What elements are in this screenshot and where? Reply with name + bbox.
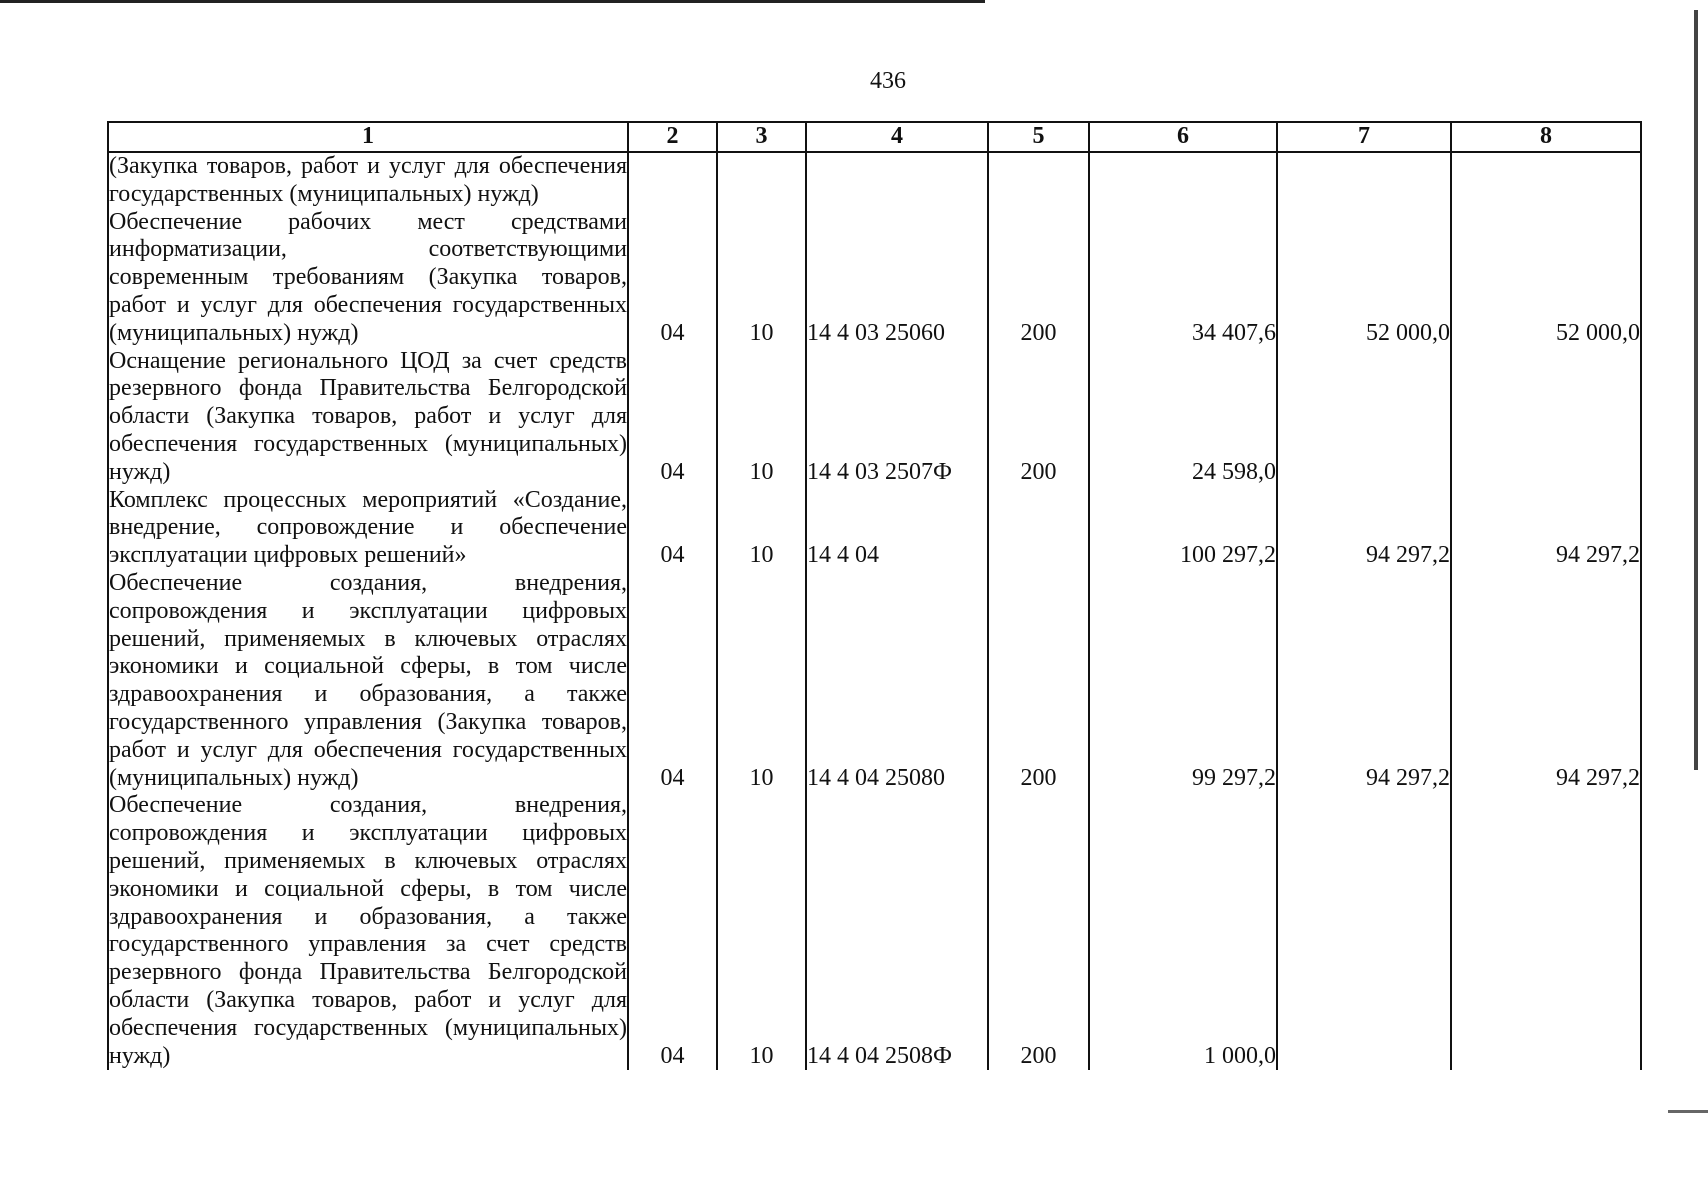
header-row xyxy=(108,122,1641,152)
row-razdel xyxy=(628,152,717,209)
header-col-7: 7 xyxy=(1277,122,1451,152)
page-number: 436 xyxy=(870,68,906,94)
table-row xyxy=(108,487,1641,570)
row-amount-col8 xyxy=(1451,348,1641,487)
header-col-2: 2 xyxy=(628,122,717,152)
row-expense-type xyxy=(988,152,1089,209)
row-expense-type: 200 xyxy=(988,570,1089,792)
header-col-8: 8 xyxy=(1451,122,1641,152)
row-expense-type: 200 xyxy=(988,209,1089,348)
header-col-3: 3 xyxy=(717,122,806,152)
top-scan-rule xyxy=(0,0,985,3)
row-description: Обеспечение создания, внедрения, сопровождения и эксплуатации цифровых решений, применяемых в ключевых отраслях экономики и социальной сферы, в том числе здравоохранения и образования, а также государственного управления (Закупка товаров, работ и услуг для обеспечения государственных (муниципальных) нужд) xyxy=(109,569,627,791)
row-amount-col7 xyxy=(1277,152,1451,209)
row-amount-col6 xyxy=(1089,152,1277,209)
row-amount-col6: 24 598,0 xyxy=(1089,348,1277,487)
row-razdel: 04 xyxy=(628,209,717,348)
row-target-code: 14 4 04 xyxy=(806,487,988,570)
row-description: Комплекс процессных мероприятий «Создание, внедрение, сопровождение и обеспечение эксплуатации цифровых решений» xyxy=(109,486,627,569)
row-target-code xyxy=(806,152,988,209)
row-razdel: 04 xyxy=(628,487,717,570)
row-amount-col8 xyxy=(1451,792,1641,1070)
row-amount-col7: 52 000,0 xyxy=(1277,209,1451,348)
header-col-4: 4 xyxy=(806,122,988,152)
row-amount-col6: 100 297,2 xyxy=(1089,487,1277,570)
row-amount-col7: 94 297,2 xyxy=(1277,487,1451,570)
header-col-1: 1 xyxy=(108,122,628,152)
row-razdel: 04 xyxy=(628,792,717,1070)
row-description: Обеспечение создания, внедрения, сопровождения и эксплуатации цифровых решений, применяемых в ключевых отраслях экономики и социальной сферы, в том числе здравоохранения и образования, а также государственного управления за счет средств резервного фонда Правительства Белгородской области (Закупка товаров, работ и услуг для обеспечения государственных (муниципальных) нужд) xyxy=(109,792,627,1069)
row-amount-col8: 94 297,2 xyxy=(1451,487,1641,570)
row-amount-col6: 1 000,0 xyxy=(1089,792,1277,1070)
row-description: (Закупка товаров, работ и услуг для обеспечения государственных (муниципальных) нужд) xyxy=(109,153,627,207)
table-row xyxy=(108,570,1641,792)
table-row xyxy=(108,348,1641,487)
row-amount-col6: 99 297,2 xyxy=(1089,570,1277,792)
header-col-5: 5 xyxy=(988,122,1089,152)
row-podrazdel: 10 xyxy=(717,348,806,487)
row-expense-type: 200 xyxy=(988,348,1089,487)
header-col-6: 6 xyxy=(1089,122,1277,152)
row-target-code: 14 4 03 25060 xyxy=(806,209,988,348)
row-target-code: 14 4 03 2507Ф xyxy=(806,348,988,487)
row-description: Оснащение регионального ЦОД за счет средств резервного фонда Правительства Белгородской области (Закупка товаров, работ и услуг для обеспечения государственных (муниципальных) нужд) xyxy=(109,347,627,485)
row-expense-type: 200 xyxy=(988,792,1089,1070)
table-row xyxy=(108,152,1641,209)
budget-table xyxy=(107,121,1642,1070)
row-podrazdel: 10 xyxy=(717,209,806,348)
row-amount-col8 xyxy=(1451,152,1641,209)
table-row xyxy=(108,792,1641,1070)
row-razdel: 04 xyxy=(628,570,717,792)
row-target-code: 14 4 04 25080 xyxy=(806,570,988,792)
row-podrazdel: 10 xyxy=(717,792,806,1070)
row-description: Обеспечение рабочих мест средствами информатизации, соответствующими современным требованиям (Закупка товаров, работ и услуг для обеспечения государственных (муниципальных) нужд) xyxy=(109,208,627,346)
row-amount-col7 xyxy=(1277,792,1451,1070)
row-podrazdel: 10 xyxy=(717,487,806,570)
right-scan-edge xyxy=(1694,10,1698,770)
row-amount-col7 xyxy=(1277,348,1451,487)
row-expense-type xyxy=(988,487,1089,570)
row-amount-col8: 94 297,2 xyxy=(1451,570,1641,792)
right-scan-tick xyxy=(1668,1110,1708,1113)
row-amount-col6: 34 407,6 xyxy=(1089,209,1277,348)
row-amount-col7: 94 297,2 xyxy=(1277,570,1451,792)
row-razdel: 04 xyxy=(628,348,717,487)
table-row xyxy=(108,209,1641,348)
row-podrazdel: 10 xyxy=(717,570,806,792)
row-podrazdel xyxy=(717,152,806,209)
row-target-code: 14 4 04 2508Ф xyxy=(806,792,988,1070)
row-amount-col8: 52 000,0 xyxy=(1451,209,1641,348)
